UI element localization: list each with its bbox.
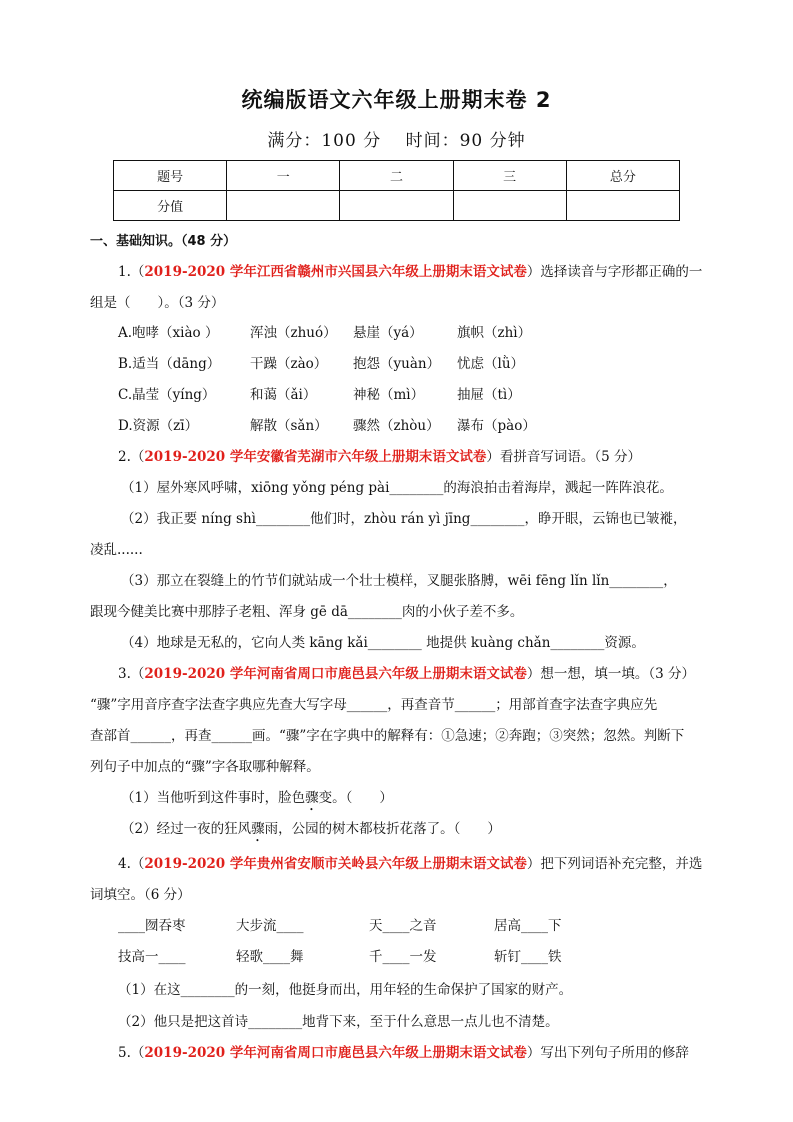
question-source: 2019-2020 学年贵州省安顺市关岭县六年级上册期末语文试卷 bbox=[144, 856, 527, 872]
option-word: 抱怨（yuàn） bbox=[353, 356, 441, 372]
idiom-row-1 bbox=[118, 916, 562, 936]
idiom-item: ____囫吞枣 bbox=[118, 918, 186, 934]
option-word: B.适当（dāng） bbox=[118, 356, 221, 372]
score-table-value-row bbox=[114, 191, 680, 221]
score-table-header-row bbox=[114, 161, 680, 191]
option-word: 解散（sǎn） bbox=[250, 418, 328, 434]
question-source: 2019-2020 学年河南省周口市鹿邑县六年级上册期末语文试卷 bbox=[144, 666, 527, 682]
score-table-header-cell: 三 bbox=[453, 161, 566, 191]
score-table-header-cell: 总分 bbox=[566, 161, 679, 191]
question-text: ）写出下列句子所用的修辞 bbox=[526, 1045, 689, 1061]
score-table-header-cell: 二 bbox=[340, 161, 453, 191]
option-word: 神秘（mì） bbox=[353, 387, 425, 403]
question-4-line bbox=[118, 854, 702, 874]
question-4-sub: （2）他只是把这首诗________地背下来，至于什么意思一点儿也不清楚。 bbox=[118, 1014, 559, 1030]
question-number: 1.（ bbox=[118, 264, 145, 280]
question-number: 3.（ bbox=[118, 666, 145, 682]
idiom-item: 斩钉____铁 bbox=[494, 949, 562, 965]
question-1-line: 组是（ ）。（3 分） bbox=[90, 295, 225, 311]
emphasized-char: 骤 bbox=[305, 790, 319, 806]
score-table-row-label: 分值 bbox=[114, 191, 227, 221]
question-number: 2.（ bbox=[118, 449, 145, 465]
option-word: 旗帜（zhì） bbox=[457, 325, 532, 341]
question-text: ）选择读音与字形都正确的一 bbox=[526, 264, 703, 280]
question-5-line bbox=[118, 1043, 689, 1063]
score-table bbox=[113, 160, 680, 221]
option-word: A.咆哮（xiào ） bbox=[118, 325, 219, 341]
option-word: 和蔼（ǎi） bbox=[250, 387, 317, 403]
question-2-item: （3）那立在裂缝上的竹节们就站成一个壮士模样，叉腿张胳膊，wēi fēng lǐn lǐn________， bbox=[121, 573, 677, 589]
question-text: ）想一想，填一填。（3 分） bbox=[526, 666, 695, 682]
question-3-text: 列句子中加点的“骤”字各取哪种解释。 bbox=[90, 759, 320, 775]
option-word: 悬崖（yá） bbox=[353, 325, 423, 341]
page-title: 统编版语文六年级上册期末卷 2 bbox=[241, 88, 552, 112]
question-1-line bbox=[118, 262, 702, 282]
question-2-item: 凌乱...... bbox=[90, 542, 143, 558]
option-word: C.晶莹（yíng） bbox=[118, 387, 216, 403]
question-text: ）看拼音写词语。（5 分） bbox=[486, 449, 641, 465]
section-heading: 一、基础知识。（48 分） bbox=[90, 234, 237, 249]
option-word: 忧虑（lǜ） bbox=[457, 356, 525, 372]
question-3-sub-2 bbox=[121, 819, 501, 845]
emphasized-char: 骤 bbox=[251, 821, 265, 837]
score-cell-total[interactable] bbox=[566, 191, 679, 221]
option-b[interactable] bbox=[118, 354, 524, 374]
option-word: 抽屉（tì） bbox=[457, 387, 521, 403]
idiom-item: 千____一发 bbox=[369, 949, 437, 965]
question-3-text: “骤”字用音序查字法查字典应先查大写字母______，再查音节______；用部首查字法查字典应先 bbox=[90, 697, 658, 713]
sub-text: （2）经过一夜的狂风 bbox=[121, 821, 252, 837]
idiom-item: 技高一____ bbox=[118, 949, 186, 965]
option-a[interactable] bbox=[118, 323, 531, 343]
score-table-header-cell: 一 bbox=[227, 161, 340, 191]
option-word: 浑浊（zhuó） bbox=[250, 325, 337, 341]
exam-subtitle: 满分：100 分 时间：90 分钟 bbox=[267, 131, 526, 151]
option-word: 干躁（zào） bbox=[250, 356, 328, 372]
idiom-item: 天____之音 bbox=[369, 918, 437, 934]
option-word: 骤然（zhòu） bbox=[353, 418, 440, 434]
question-3-sub-1 bbox=[121, 788, 393, 814]
question-source: 2019-2020 学年河南省周口市鹿邑县六年级上册期末语文试卷 bbox=[144, 1045, 527, 1061]
idiom-row-2 bbox=[118, 947, 562, 967]
question-2-item: （2）我正要 níng shì________他们时，zhòu rán yì jīng________，睁开眼，云锦也已皱褷， bbox=[121, 511, 687, 527]
question-number: 4.（ bbox=[118, 856, 145, 872]
option-c[interactable] bbox=[118, 385, 521, 405]
question-4-line: 词填空。（6 分） bbox=[90, 887, 191, 903]
question-4-sub: （1）在这________的一刻，他挺身而出，用年轻的生命保护了国家的财产。 bbox=[118, 982, 573, 998]
score-cell-3[interactable] bbox=[453, 191, 566, 221]
score-cell-1[interactable] bbox=[227, 191, 340, 221]
score-table-header-cell: 题号 bbox=[114, 161, 227, 191]
sub-text: 变。（ ） bbox=[318, 790, 393, 806]
score-cell-2[interactable] bbox=[340, 191, 453, 221]
question-2-item: （4）地球是无私的，它向人类 kāng kǎi________ 地提供 kuàng chǎn________资源。 bbox=[121, 635, 645, 651]
sub-text: （1）当他听到这件事时，脸色 bbox=[121, 790, 306, 806]
sub-text: 雨，公园的树木都枝折花落了。（ ） bbox=[264, 821, 501, 837]
option-word: 瀑布（pào） bbox=[457, 418, 536, 434]
question-2-item: 跟现今健美比赛中那脖子老粗、浑身 gē dā________肉的小伙子差不多。 bbox=[90, 604, 524, 620]
idiom-item: 轻歌____舞 bbox=[236, 949, 304, 965]
idiom-item: 大步流____ bbox=[236, 918, 304, 934]
option-d[interactable] bbox=[118, 416, 536, 436]
question-3-line bbox=[118, 664, 695, 684]
question-2-item: （1）屋外寒风呼啸，xiōng yǒng péng pài________的海浪拍击着海岸，溅起一阵阵浪花。 bbox=[121, 480, 673, 496]
question-text: ）把下列词语补充完整，并选 bbox=[526, 856, 703, 872]
question-2-line bbox=[118, 447, 641, 467]
question-source: 2019-2020 学年安徽省芜湖市六年级上册期末语文试卷 bbox=[144, 449, 487, 465]
question-source: 2019-2020 学年江西省赣州市兴国县六年级上册期末语文试卷 bbox=[144, 264, 527, 280]
question-3-text: 查部首______，再查______画。“骤”字在字典中的解释有：①急速；②奔跑；③突然；忽然。判断下 bbox=[90, 728, 685, 744]
question-number: 5.（ bbox=[118, 1045, 145, 1061]
option-word: D.资源（zī） bbox=[118, 418, 199, 434]
idiom-item: 居高____下 bbox=[494, 918, 562, 934]
